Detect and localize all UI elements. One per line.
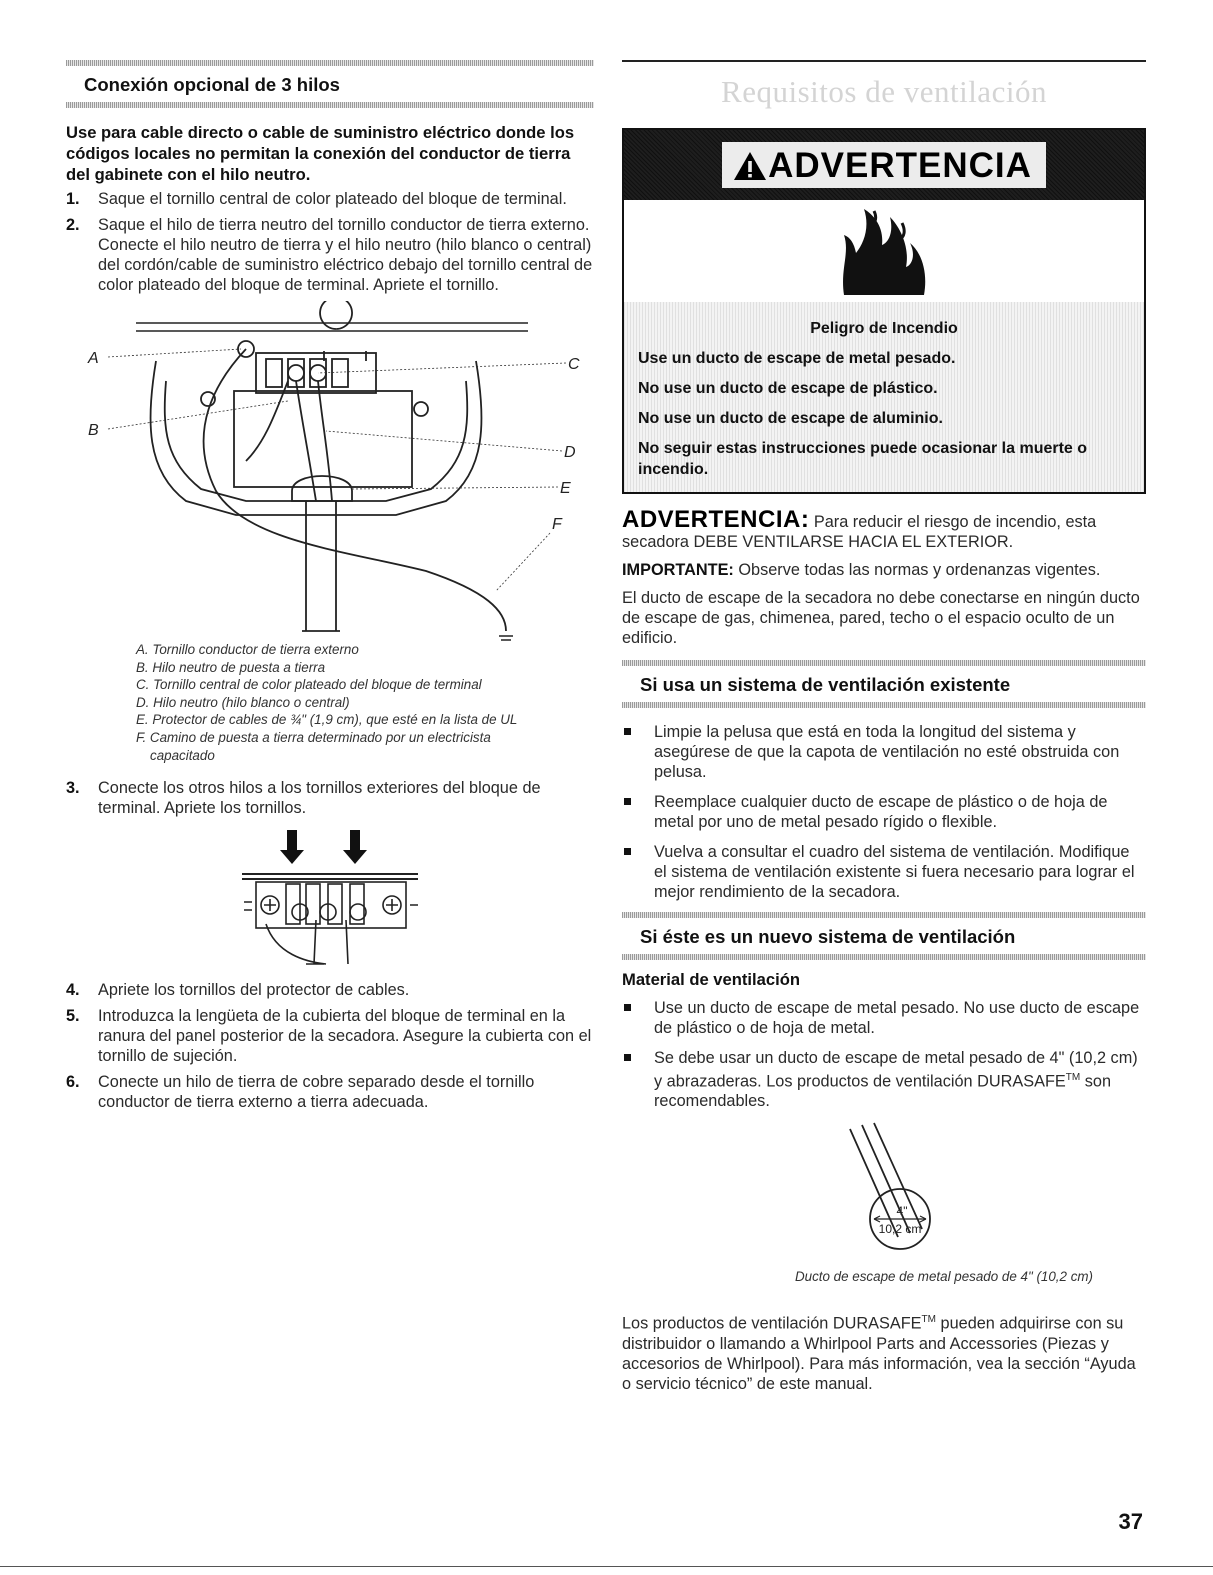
hazard-text-area (624, 302, 1144, 492)
step-number: 1. (66, 190, 80, 208)
label-c: C (568, 356, 580, 373)
legend-item: E. Protector de cables de ¾" (1,9 cm), que esté en la lista de UL (136, 712, 518, 728)
label-d: D (564, 444, 576, 461)
section-title-existing: Si usa un sistema de ventilación existente (640, 674, 1011, 695)
bottom-rule (0, 1566, 1213, 1567)
trademark: TM (1065, 1072, 1081, 1083)
section-rule-bottom (622, 702, 1146, 708)
bullet-text: Vuelva a consultar el cuadro del sistema de ventilación. Modifique el sistema de ventilación existente si fuera necesario para lograr el mejor rendimiento de la secadora. (654, 843, 1135, 901)
step-text: Conecte los otros hilos a los tornillos exteriores del bloque de terminal. Apriete los tornillos. (98, 779, 541, 818)
section-title-3-wire: Conexión opcional de 3 hilos (84, 74, 340, 95)
ventilation-requirements-title: Requisitos de ventilación (721, 74, 1047, 109)
intro-bold-paragraph: Use para cable directo o cable de suministro eléctrico donde los códigos locales no permitan la conexión del conductor de tierra del gabinete con el hilo neutro. (66, 123, 575, 184)
label-b: B (88, 422, 99, 439)
warning-box (622, 128, 1146, 494)
bullet-square-icon (624, 848, 631, 855)
bullet-text-end: son recomendables. (654, 1072, 1111, 1111)
legend-item-continuation: capacitado (150, 747, 215, 763)
durasafe-paragraph (622, 1310, 1146, 1393)
step-number: 3. (66, 779, 80, 798)
bullet-square-icon (624, 798, 631, 805)
duct-caption: Ducto de escape de metal pesado de 4" (10,2 cm) (794, 1269, 1094, 1285)
step-number: 6. (66, 1073, 80, 1092)
step-2 (66, 215, 594, 295)
left-column (66, 60, 594, 1118)
steps-list-1 (66, 189, 594, 295)
legend-item: F. Camino de puesta a tierra determinado por un electricista (136, 729, 491, 745)
step-3 (66, 778, 594, 818)
step-text: Apriete los tornillos del protector de cables. (98, 981, 410, 1000)
step-5 (66, 1006, 594, 1066)
step-6 (66, 1072, 594, 1112)
warning-label: ADVERTENCIA: (622, 506, 810, 533)
hazard-line: No use un ducto de escape de plástico. (638, 380, 938, 397)
warning-banner (624, 130, 1144, 200)
step-text: Saque el tornillo central de color plateado del bloque de terminal. (98, 190, 567, 208)
step-text: Conecte un hilo de tierra de cobre separado desde el tornillo conductor de tierra externo a tierra adecuada. (98, 1073, 535, 1112)
hazard-line: No use un ducto de escape de aluminio. (638, 410, 943, 427)
terminal-screws-diagram (66, 824, 594, 974)
section-rule-bottom (622, 954, 1146, 960)
bullet-item (622, 792, 1146, 832)
top-rule (622, 60, 1146, 62)
step-text: Introduzca la lengüeta de la cubierta del bloque de terminal en la ranura del panel posterior de la secadora. Asegure la cubierta con el tornillo de sujeción. (98, 1007, 592, 1066)
warning-text: Para reducir el riesgo de incendio, esta secadora DEBE VENTILARSE HACIA EL EXTERIOR. (622, 513, 1097, 551)
bullet-item (622, 722, 1146, 782)
bullet-square-icon (624, 728, 631, 735)
existing-system-bullets (622, 722, 1146, 902)
trademark: TM (921, 1314, 936, 1326)
section-title-new: Si éste es un nuevo sistema de ventilación (640, 926, 1016, 947)
important-text: Observe todas las normas y ordenanzas vigentes. (733, 561, 1101, 579)
step-number: 5. (66, 1007, 80, 1026)
bullet-item (622, 1048, 1146, 1111)
duct-dimension-cm: 10,2 cm (878, 1222, 922, 1237)
bullet-square-icon (624, 1054, 631, 1061)
page-number: 37 (1118, 1509, 1143, 1534)
steps-list-3 (66, 980, 594, 1112)
warning-paragraph (622, 506, 1146, 552)
label-f: F (552, 516, 562, 533)
step-text: Saque el hilo de tierra neutro del tornillo conductor de tierra externo. Conecte el hilo neutro de tierra y el hilo neutro (hilo blanco o central) del cordón/cable de suministro eléctrico debajo del tornillo central de color plateado del bloque de terminal. Apriete el tornillo. (98, 216, 593, 294)
fire-hazard-symbol-area (624, 200, 1144, 302)
step-number: 2. (66, 216, 80, 234)
legend-item: B. Hilo neutro de puesta a tierra (136, 659, 326, 675)
right-column (622, 60, 1146, 1394)
section-rule-bottom (66, 102, 594, 108)
bullet-item (622, 998, 1146, 1038)
duct-paragraph: El ducto de escape de la secadora no debe conectarse en ningún ducto de escape de gas, chimenea, pared, techo o el espacio oculto de un edificio. (622, 589, 1140, 647)
steps-list-2 (66, 778, 594, 818)
legend-item: C. Tornillo central de color plateado del bloque de terminal (136, 677, 482, 693)
hazard-title: Peligro de Incendio (810, 320, 958, 337)
warning-triangle-icon (732, 150, 768, 182)
warning-word: ADVERTENCIA (768, 146, 1032, 185)
legend-item: D. Hilo neutro (hilo blanco o central) (136, 694, 350, 710)
fire-icon (824, 203, 944, 299)
figure-legend (136, 641, 594, 764)
label-a: A (88, 350, 99, 367)
step-4 (66, 980, 594, 1000)
terminal-block-diagram (66, 301, 594, 641)
durasafe-text-end: pueden adquirirse con su distribuidor o llamando a Whirlpool Parts and Accessories (Piezas y accesorios de Whirlpool). Para más información, vea la sección “Ayuda o servicio técnico” de este manual. (622, 1314, 1136, 1393)
important-label: IMPORTANTE: (622, 561, 734, 579)
warning-pill (722, 142, 1046, 188)
important-paragraph (622, 560, 1146, 580)
label-e: E (560, 480, 571, 497)
bullet-square-icon (624, 1004, 631, 1011)
bullet-text: Reemplace cualquier ducto de escape de plástico o de hoja de metal por uno de metal pesado rígido o flexible. (654, 793, 1108, 831)
bullet-text: Se debe usar un ducto de escape de metal pesado de 4" (10,2 cm) y abrazaderas. Los productos de ventilación DURASAFE (654, 1049, 1138, 1091)
material-subheading: Material de ventilación (622, 970, 800, 989)
durasafe-text: Los productos de ventilación DURASAFE (622, 1314, 922, 1333)
legend-item: A. Tornillo conductor de tierra externo (136, 642, 359, 657)
bullet-text: Limpie la pelusa que está en toda la longitud del sistema y asegúrese de que la capota de ventilación no esté obstruida con pelusa. (654, 723, 1120, 781)
duct-dimension-inches: 4" (896, 1204, 908, 1219)
hazard-line: Use un ducto de escape de metal pesado. (638, 350, 956, 367)
duct-diameter-diagram (622, 1121, 1146, 1261)
step-number: 4. (66, 981, 80, 1000)
bullet-item (622, 842, 1146, 902)
hazard-line: No seguir estas instrucciones puede ocasionar la muerte o incendio. (638, 440, 1088, 478)
bullet-text: Use un ducto de escape de metal pesado. No use ducto de escape de plástico o de hoja de metal. (654, 999, 1140, 1037)
step-1 (66, 189, 594, 209)
material-bullets (622, 998, 1146, 1111)
